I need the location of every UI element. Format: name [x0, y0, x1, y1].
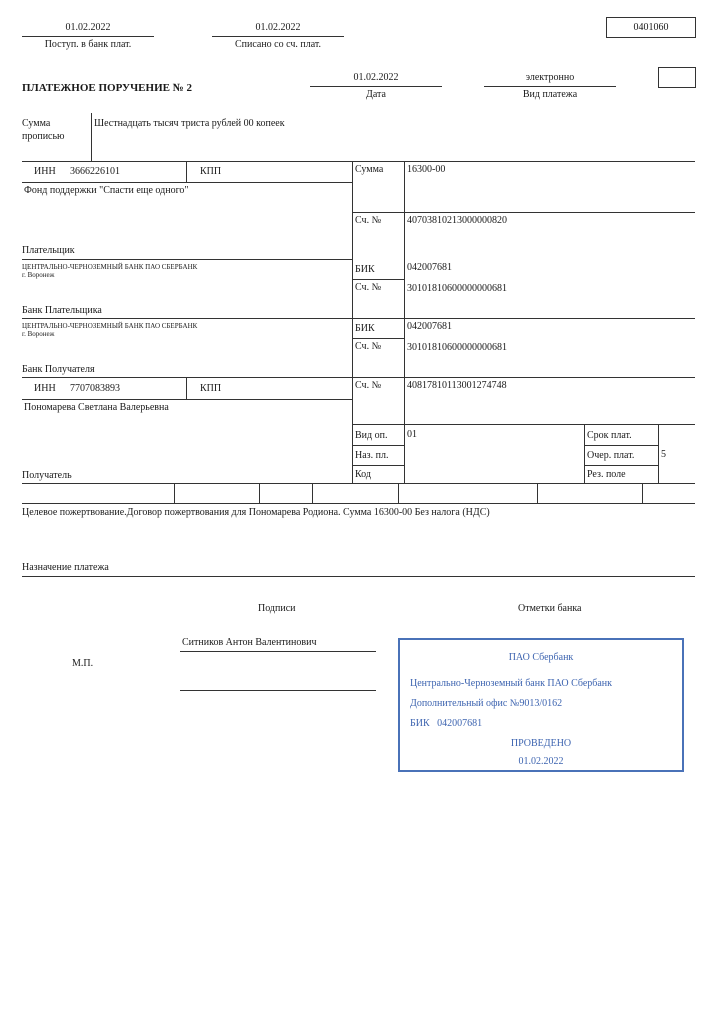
- payer-bank-name: ЦЕНТРАЛЬНО-ЧЕРНОЗЕМНЫЙ БАНК ПАО СБЕРБАНК: [22, 263, 198, 271]
- payee-account-label: Сч. №: [355, 380, 382, 391]
- payee-account: 40817810113001274748: [407, 380, 507, 391]
- purpose-text: Целевое пожертвование.Договор пожертвования для Пономарева Родиона. Сумма 16300-00 Без налога (НДС): [22, 507, 490, 518]
- grid-line: [642, 483, 643, 503]
- payee-bank-bik: 042007681: [407, 321, 452, 332]
- payee-kpp-label: КПП: [200, 383, 222, 394]
- stamp-date: 01.02.2022: [518, 756, 564, 767]
- received-date-line: [22, 36, 154, 37]
- payment-type-label: Вид платежа: [522, 89, 578, 100]
- grid-line: [584, 424, 585, 483]
- signature-line-2: [180, 690, 376, 691]
- signatures-label: Подписи: [258, 603, 296, 614]
- received-label: Поступ. в банк плат.: [44, 39, 132, 50]
- stamp-bik-label: БИК: [410, 718, 430, 729]
- grid-line: [22, 377, 695, 378]
- payment-type: электронно: [525, 72, 575, 83]
- stamp-bank: ПАО Сбербанк: [508, 652, 574, 663]
- amount-words-label: [22, 117, 65, 143]
- grid-line: [174, 483, 175, 503]
- payee-bank-account: 30101810600000000681: [407, 342, 507, 353]
- grid-line: [584, 465, 658, 466]
- stamp-bik-value: 042007681: [437, 718, 483, 729]
- purpose-label: Назначение платежа: [22, 562, 109, 573]
- stamp-status: ПРОВЕДЕНО: [510, 738, 572, 749]
- due-label: Срок плат.: [587, 430, 632, 441]
- grid-line: [312, 483, 313, 503]
- bank-marks-label: Отметки банка: [518, 603, 582, 614]
- payee-bank-account-label: Сч. №: [355, 341, 382, 352]
- seal-label: М.П.: [72, 658, 94, 669]
- op-type-label: Вид оп.: [355, 430, 388, 441]
- payer-account: 40703810213000000820: [407, 215, 507, 226]
- grid-line: [584, 445, 658, 446]
- grid-line: [22, 318, 695, 319]
- document-title: ПЛАТЕЖНОЕ ПОРУЧЕНИЕ № 2: [22, 82, 193, 94]
- payer-bank-account-label: Сч. №: [355, 282, 382, 293]
- stamp-office: Дополнительный офис №9013/0162: [410, 698, 563, 709]
- amount-words-label-1: Сумма: [22, 118, 51, 129]
- grid-line: [352, 424, 695, 425]
- payer-account-label: Сч. №: [355, 215, 382, 226]
- code-label: Код: [355, 469, 371, 480]
- payee-bank-city: г. Воронеж: [22, 330, 55, 338]
- grid-line: [352, 445, 404, 446]
- debited-date-line: [212, 36, 344, 37]
- stamp-branch: Центрально-Черноземный банк ПАО Сбербанк: [410, 678, 613, 689]
- grid-line: [398, 483, 399, 503]
- document-date-label: Дата: [366, 89, 386, 100]
- grid-line: [22, 483, 695, 484]
- payer-bank-city: г. Воронеж: [22, 271, 55, 279]
- amount-value: 16300-00: [407, 164, 446, 175]
- payer-inn-label: ИНН: [34, 166, 56, 177]
- signer-name: Ситников Антон Валентинович: [182, 637, 317, 648]
- payee-bank-name: ЦЕНТРАЛЬНО-ЧЕРНОЗЕМНЫЙ БАНК ПАО СБЕРБАНК: [22, 322, 198, 330]
- grid-line: [186, 377, 187, 399]
- empty-box: [658, 67, 696, 88]
- payer-bank-account: 30101810600000000681: [407, 283, 507, 294]
- grid-line: [22, 182, 352, 183]
- grid-line: [352, 338, 404, 339]
- reserve-label: Рез. поле: [587, 469, 626, 480]
- grid-line: [404, 161, 405, 483]
- payee-name: Пономарева Светлана Валерьевна: [24, 402, 169, 413]
- grid-line: [352, 279, 404, 280]
- grid-line: [537, 483, 538, 503]
- payer-label: Плательщик: [22, 245, 75, 256]
- grid-line: [22, 399, 352, 400]
- grid-line: [22, 161, 695, 162]
- divider: [91, 113, 92, 161]
- payer-bank-label: Банк Плательщика: [22, 305, 102, 316]
- payment-type-line: [484, 86, 616, 87]
- document-date-line: [310, 86, 442, 87]
- payee-bank-label: Банк Получателя: [22, 364, 95, 375]
- grid-line: [352, 212, 695, 213]
- grid-line: [259, 483, 260, 503]
- stamp-bik: [410, 718, 482, 729]
- payer-name: Фонд поддержки "Спасти еще одного": [24, 185, 189, 196]
- payer-bank-bik-label: БИК: [355, 264, 375, 275]
- grid-line: [186, 161, 187, 182]
- priority-value: 5: [661, 449, 666, 460]
- grid-line: [352, 161, 353, 483]
- grid-line: [352, 465, 404, 466]
- debited-label: Списано со сч. плат.: [234, 39, 322, 50]
- payee-bank-bik-label: БИК: [355, 323, 375, 334]
- debited-date: 01.02.2022: [255, 22, 301, 33]
- document-date: 01.02.2022: [353, 72, 399, 83]
- received-date: 01.02.2022: [65, 22, 111, 33]
- amount-words-label-2: прописью: [22, 131, 65, 142]
- payer-inn: 3666226101: [70, 166, 120, 177]
- priority-label: Очер. плат.: [587, 450, 635, 461]
- payee-label: Получатель: [22, 470, 72, 481]
- payee-inn: 7707083893: [70, 383, 120, 394]
- signature-line-1: [180, 651, 376, 652]
- amount-words-value: Шестнадцать тысяч триста рублей 00 копеек: [94, 118, 285, 129]
- payee-inn-label: ИНН: [34, 383, 56, 394]
- grid-line: [22, 503, 695, 504]
- grid-line: [658, 424, 659, 483]
- payer-bank-bik: 042007681: [407, 262, 452, 273]
- bank-stamp: [398, 638, 684, 772]
- amount-label: Сумма: [355, 164, 384, 175]
- purpose-line: [22, 576, 695, 577]
- payer-kpp-label: КПП: [200, 166, 222, 177]
- op-type: 01: [407, 429, 417, 440]
- grid-line: [22, 259, 352, 260]
- purpose-code-label: Наз. пл.: [355, 450, 389, 461]
- form-code: 0401060: [606, 17, 696, 38]
